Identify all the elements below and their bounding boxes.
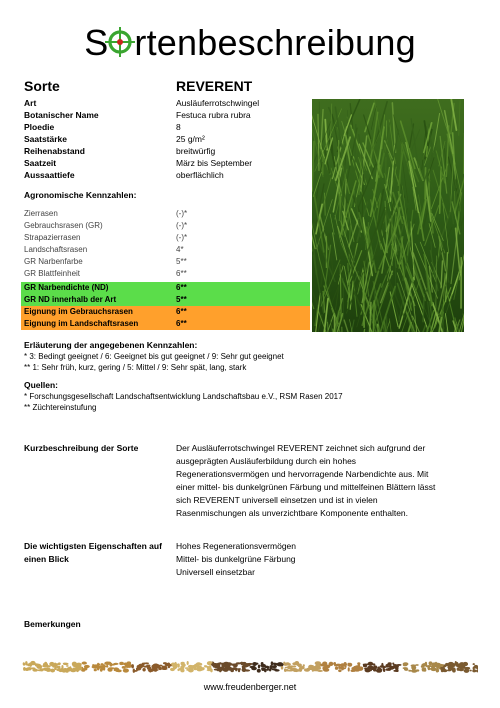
seed-grain bbox=[93, 664, 97, 666]
property-value: breitwürfig bbox=[176, 146, 216, 156]
seed-grain bbox=[131, 664, 134, 668]
seed-grain bbox=[308, 665, 313, 669]
highlight-row-orange bbox=[21, 306, 310, 318]
seed-grain bbox=[221, 664, 225, 667]
source-line: ** Züchtereinstufung bbox=[24, 403, 97, 412]
seed-grain bbox=[277, 663, 282, 665]
eigenschaft-item: Hohes Regenerationsvermögen bbox=[176, 541, 297, 551]
seed-grain bbox=[304, 668, 310, 671]
seed-grain bbox=[473, 663, 475, 665]
seed-grain bbox=[173, 663, 177, 665]
seed-grain bbox=[338, 669, 341, 672]
seed-grain bbox=[438, 665, 443, 667]
seed-grain bbox=[56, 663, 60, 665]
seed-grain bbox=[244, 669, 250, 671]
seed-grain bbox=[155, 664, 160, 668]
seed-grain bbox=[230, 669, 234, 672]
seed-grain bbox=[355, 665, 360, 669]
kurz-text: Der Ausläuferrotschwingel REVERENT zeichnet sich aufgrund der ausgeprägten Ausläuferbildung durch ein hohes Regenerationsvermögen und hervorragende Narbendichte aus. Mit einer mittel- bis dunkelgrünen Färbung und mittelfeinen Blättern lässt sich REVERENT universell einsetzen und ist in vielen Rasenmischungen als unverzichtbare Komponente enthalten. bbox=[176, 443, 436, 518]
seed-grain bbox=[284, 663, 288, 666]
seed-grain bbox=[114, 669, 119, 671]
seed-grain bbox=[338, 665, 341, 669]
seed-grain bbox=[404, 668, 408, 671]
seed-grain bbox=[271, 668, 277, 670]
seed-grain bbox=[258, 664, 260, 668]
highlight-row-green bbox=[21, 282, 310, 294]
seed-grain bbox=[381, 663, 383, 667]
seed-grain bbox=[470, 670, 472, 672]
legend-line: ** 1: Sehr früh, kurz, gering / 5: Mittel / 9: Sehr spät, lang, stark bbox=[24, 363, 247, 372]
seed-grain bbox=[363, 664, 367, 668]
property-value: Festuca rubra rubra bbox=[176, 110, 251, 120]
seed-grain bbox=[428, 668, 430, 670]
source-line: * Forschungsgesellschaft Landschaftsentwicklung Landschaftsbau e.V., RSM Rasen 2017 bbox=[24, 392, 343, 401]
agro-value: 4* bbox=[176, 245, 184, 254]
seed-grain bbox=[177, 668, 179, 671]
seed-grain bbox=[29, 662, 34, 664]
seed-grain bbox=[335, 664, 341, 666]
seed-grain bbox=[421, 665, 425, 668]
property-value: Ausläuferrotschwingel bbox=[176, 98, 260, 108]
seed-grain bbox=[46, 665, 50, 667]
seed-grain bbox=[35, 664, 41, 667]
sorte-value: REVERENT bbox=[176, 78, 253, 94]
seed-grain bbox=[102, 668, 104, 670]
seed-grain bbox=[292, 662, 297, 665]
seed-grain bbox=[403, 664, 407, 667]
seed-grain bbox=[323, 667, 328, 671]
seed-grain bbox=[101, 663, 104, 665]
seed-grain bbox=[397, 664, 402, 666]
seed-grain bbox=[32, 669, 38, 672]
highlight-label: Eignung im Gebrauchsrasen bbox=[24, 307, 133, 316]
seed-grain bbox=[415, 664, 418, 666]
seed-grain bbox=[464, 667, 470, 669]
agro-label: Gebrauchsrasen (GR) bbox=[24, 221, 103, 230]
highlight-value: 6** bbox=[176, 319, 187, 328]
seed-grain bbox=[423, 663, 427, 665]
seed-grain bbox=[187, 661, 189, 665]
seed-grain bbox=[143, 663, 146, 665]
eigenschaft-item: Universell einsetzbar bbox=[176, 567, 255, 577]
seed-grain bbox=[472, 669, 476, 672]
seed-grain bbox=[258, 669, 260, 672]
agro-label: Landschaftsrasen bbox=[24, 245, 88, 254]
sorte-label: Sorte bbox=[24, 78, 60, 94]
seed-grain bbox=[373, 665, 377, 669]
bemerkungen-label: Bemerkungen bbox=[24, 619, 81, 629]
seed-grain bbox=[347, 663, 349, 667]
seed-grain bbox=[235, 669, 237, 671]
highlight-label: Eignung im Landschaftsrasen bbox=[24, 319, 139, 328]
seed-grain bbox=[441, 669, 444, 672]
property-value: 25 g/m² bbox=[176, 134, 205, 144]
seed-grain bbox=[216, 669, 220, 672]
seed-grain bbox=[181, 663, 184, 665]
seed-grain bbox=[126, 665, 129, 667]
seed-grain bbox=[84, 666, 87, 670]
seed-grain bbox=[189, 666, 193, 670]
seed-grain bbox=[194, 668, 197, 671]
kurz-label: Kurzbeschreibung der Sorte bbox=[24, 443, 139, 453]
seed-grain bbox=[261, 667, 264, 671]
seed-grain bbox=[107, 667, 112, 671]
property-label: Saatstärke bbox=[24, 134, 68, 144]
agro-heading: Agronomische Kennzahlen: bbox=[24, 190, 137, 200]
property-value: oberflächlich bbox=[176, 170, 224, 180]
seed-grain bbox=[196, 667, 202, 671]
agro-label: GR Narbenfarbe bbox=[24, 257, 83, 266]
seed-grain bbox=[52, 664, 54, 667]
title-letter: S bbox=[84, 22, 109, 63]
seed-grain bbox=[237, 668, 241, 670]
seed-grain bbox=[316, 665, 318, 668]
property-value: März bis September bbox=[176, 158, 253, 168]
seed-grain bbox=[168, 666, 170, 668]
seed-grain bbox=[246, 664, 251, 666]
seed-grain bbox=[463, 662, 468, 666]
seed-grain bbox=[412, 669, 416, 671]
property-label: Saatzeit bbox=[24, 158, 57, 168]
seed-grain bbox=[383, 668, 385, 672]
seed-grain bbox=[254, 662, 257, 664]
seed-grain bbox=[351, 670, 354, 672]
seed-grain bbox=[77, 666, 82, 669]
seed-grain bbox=[387, 662, 391, 665]
seed-grain bbox=[372, 663, 375, 665]
agro-label: Zierrasen bbox=[24, 209, 58, 218]
seed-grain bbox=[315, 661, 321, 665]
highlight-label: GR Narbendichte (ND) bbox=[24, 283, 109, 292]
agro-value: 6** bbox=[176, 269, 187, 278]
property-value: 8 bbox=[176, 122, 181, 132]
property-label: Ploedie bbox=[24, 122, 55, 132]
seed-grain bbox=[70, 669, 76, 673]
eigenschaft-item: Mittel- bis dunkelgrüne Färbung bbox=[176, 554, 296, 564]
seed-grain bbox=[142, 668, 145, 671]
seed-grain bbox=[365, 668, 371, 672]
legend-line: * 3: Bedingt geeignet / 6: Geeignet bis gut geeignet / 9: Sehr gut geeignet bbox=[24, 352, 284, 361]
sources-heading: Quellen: bbox=[24, 380, 59, 390]
seed-grain bbox=[161, 668, 167, 670]
seed-grain bbox=[284, 669, 286, 672]
seed-grain bbox=[94, 669, 97, 672]
title-rest: rtenbeschreibung bbox=[134, 22, 416, 63]
seed-grain bbox=[408, 670, 411, 672]
crosshair-logo-icon bbox=[108, 22, 134, 58]
seed-grain bbox=[23, 667, 26, 671]
seed-grain bbox=[431, 667, 437, 671]
highlight-row-green bbox=[21, 294, 310, 306]
seed-grain bbox=[464, 669, 470, 673]
seed-grain bbox=[159, 665, 163, 667]
seed-grain bbox=[177, 663, 179, 667]
seed-grain bbox=[458, 664, 461, 667]
seed-grain bbox=[271, 661, 274, 665]
seed-grain bbox=[297, 669, 301, 672]
seed-grain bbox=[50, 669, 55, 673]
highlight-value: 6** bbox=[176, 283, 187, 292]
highlight-value: 6** bbox=[176, 307, 187, 316]
seed-grain bbox=[377, 667, 380, 670]
seed-grain bbox=[291, 669, 296, 671]
seed-grain bbox=[440, 667, 445, 669]
agro-label: GR Blattfeinheit bbox=[24, 269, 81, 278]
legend-heading: Erläuterung der angegebenen Kennzahlen: bbox=[24, 340, 198, 350]
seed-grain bbox=[46, 668, 49, 672]
seed-grain bbox=[281, 666, 284, 670]
seed-grain bbox=[66, 665, 69, 667]
property-label: Botanischer Name bbox=[24, 110, 99, 120]
highlight-value: 5** bbox=[176, 295, 187, 304]
seed-grain bbox=[153, 669, 159, 671]
seed-grain bbox=[458, 668, 464, 671]
seed-grain bbox=[137, 665, 143, 669]
grass-blade bbox=[339, 141, 340, 194]
seed-grain bbox=[127, 661, 131, 665]
eigenschaften-label: Die wichtigsten Eigenschaften auf einen Blick bbox=[24, 541, 162, 564]
seed-grain bbox=[42, 665, 46, 667]
seed-grain bbox=[435, 663, 440, 665]
agro-value: (-)* bbox=[176, 209, 188, 218]
seed-grain bbox=[323, 664, 326, 666]
seed-grain bbox=[119, 662, 124, 665]
seed-grain bbox=[300, 666, 302, 670]
seed-grain bbox=[181, 667, 184, 670]
seed-grain bbox=[219, 662, 221, 664]
eigenschaften-list bbox=[176, 540, 444, 579]
seed-grain bbox=[23, 663, 25, 666]
seed-grain bbox=[329, 662, 334, 666]
seed-grain bbox=[422, 668, 425, 672]
seed-grain bbox=[123, 668, 129, 672]
highlight-label: GR ND innerhalb der Art bbox=[24, 295, 117, 304]
seed-grain bbox=[211, 663, 216, 666]
grass-blade bbox=[373, 301, 374, 332]
seed-grain bbox=[216, 667, 222, 669]
seed-grain bbox=[249, 666, 255, 669]
seed-grain bbox=[151, 665, 153, 668]
seed-grain bbox=[82, 661, 87, 664]
seed-grain bbox=[63, 663, 69, 665]
seed-grain bbox=[77, 663, 82, 666]
seed-grain bbox=[335, 667, 338, 670]
footer-url[interactable]: www.freudenberger.net bbox=[203, 682, 297, 692]
seed-grain bbox=[266, 668, 269, 670]
seed-grain bbox=[354, 669, 360, 672]
agro-label: Strapazierrasen bbox=[24, 233, 81, 242]
property-label: Art bbox=[24, 98, 37, 108]
agro-value: (-)* bbox=[176, 233, 188, 242]
seed-grain bbox=[344, 662, 347, 666]
seed-grain bbox=[367, 662, 373, 666]
agro-value: 5** bbox=[176, 257, 187, 266]
seed-grain bbox=[450, 665, 453, 669]
seed-grain bbox=[287, 667, 292, 669]
seed-grain bbox=[209, 665, 211, 668]
seed-grain bbox=[236, 662, 241, 664]
seed-grain bbox=[133, 669, 135, 673]
seed-grain bbox=[63, 669, 68, 672]
seed-grain bbox=[42, 668, 46, 670]
highlight-row-orange bbox=[21, 318, 310, 330]
seed-grain bbox=[348, 667, 350, 671]
seed-grain bbox=[196, 662, 201, 665]
seed-grain bbox=[54, 666, 57, 670]
property-label: Reihenabstand bbox=[24, 146, 85, 156]
page-title bbox=[0, 22, 500, 64]
grass-photo bbox=[312, 99, 464, 332]
seed-strip-image bbox=[22, 660, 478, 674]
seed-grain bbox=[108, 662, 111, 665]
seed-grain bbox=[292, 665, 296, 667]
seed-grain bbox=[264, 666, 269, 668]
seed-grain bbox=[385, 668, 390, 671]
agro-value: (-)* bbox=[176, 221, 188, 230]
property-label: Aussaattiefe bbox=[24, 170, 75, 180]
